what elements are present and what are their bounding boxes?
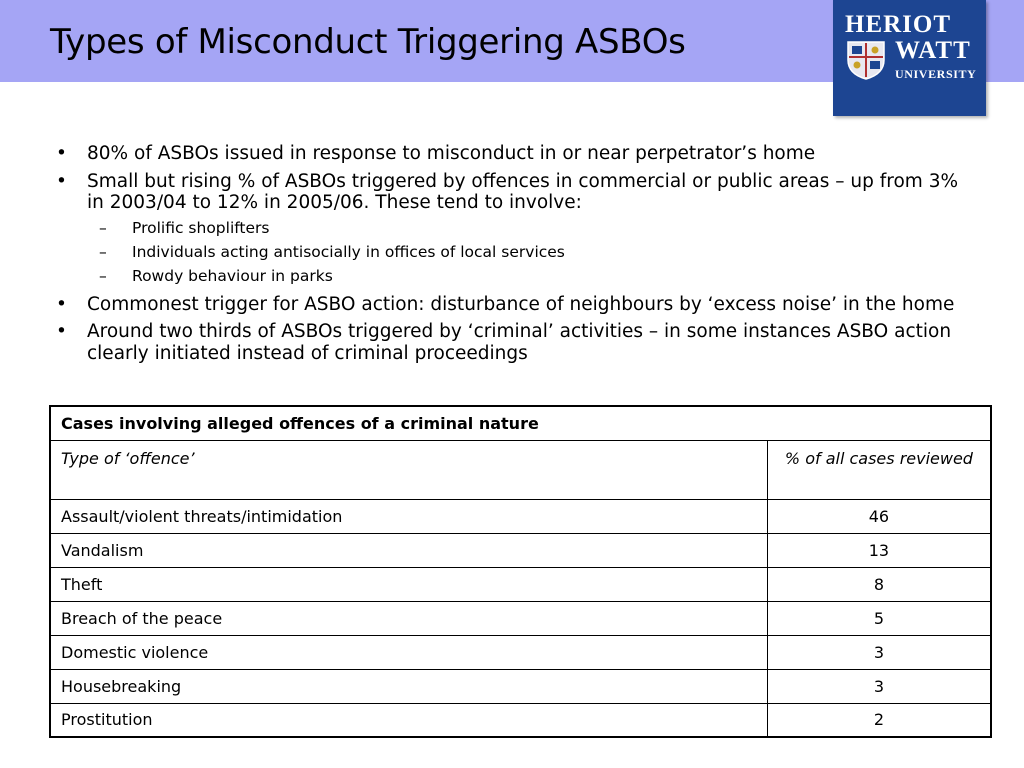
- sub-bullet-text: Prolific shoplifters: [132, 218, 270, 237]
- bullet-text: Around two thirds of ASBOs triggered by ‘criminal’ activities – in some instances ASBO action clearly initiated instead of criminal proceedings: [87, 321, 952, 364]
- sub-bullet-list: [87, 216, 980, 288]
- bullet-marker: •: [56, 143, 67, 164]
- table-row: [50, 601, 991, 635]
- dash-marker: –: [99, 218, 107, 237]
- table-header-row: [50, 440, 991, 499]
- offence-type-cell: Breach of the peace: [50, 601, 767, 635]
- table-row: [50, 669, 991, 703]
- table-row: [50, 703, 991, 737]
- percent-cell: 5: [767, 601, 991, 635]
- percent-cell: 3: [767, 635, 991, 669]
- percent-cell: 46: [767, 499, 991, 533]
- bullet-item: [50, 171, 980, 288]
- sub-bullet-item: [87, 264, 980, 288]
- bullet-item: [50, 294, 980, 316]
- offence-type-cell: Domestic violence: [50, 635, 767, 669]
- table-row: [50, 499, 991, 533]
- sub-bullet-item: [87, 216, 980, 240]
- bullet-item: [50, 321, 980, 364]
- bullet-list: [50, 143, 980, 370]
- table-row: [50, 533, 991, 567]
- bullet-marker: •: [56, 293, 67, 315]
- dash-marker: –: [99, 242, 107, 261]
- table-row: [50, 635, 991, 669]
- logo-line-1: HERIOT: [845, 11, 952, 38]
- bullet-text: Small but rising % of ASBOs triggered by offences in commercial or public areas – up from 3% in 2003/04 to 12% in 2005/06. These tend to involve:: [87, 170, 959, 213]
- bullet-marker: •: [56, 170, 67, 192]
- slide-title: Types of Misconduct Triggering ASBOs: [50, 22, 686, 62]
- column-header-percent: % of all cases reviewed: [767, 440, 991, 499]
- percent-cell: 13: [767, 533, 991, 567]
- sub-bullet-text: Rowdy behaviour in parks: [132, 266, 333, 285]
- sub-bullet-item: [87, 240, 980, 264]
- offence-type-cell: Theft: [50, 567, 767, 601]
- percent-cell: 8: [767, 567, 991, 601]
- offence-type-cell: Assault/violent threats/intimidation: [50, 499, 767, 533]
- column-header-type: Type of ‘offence’: [50, 440, 767, 499]
- offences-table: [49, 405, 992, 738]
- offence-type-cell: Prostitution: [50, 703, 767, 737]
- logo-line-2: WATT: [895, 37, 971, 64]
- bullet-item: [50, 143, 980, 165]
- table-row: [50, 567, 991, 601]
- sub-bullet-text: Individuals acting antisocially in offices of local services: [132, 242, 565, 261]
- heriot-watt-logo: [833, 0, 986, 116]
- crest-icon: [845, 40, 887, 80]
- table-caption-row: [50, 406, 991, 440]
- table-caption: Cases involving alleged offences of a criminal nature: [50, 406, 991, 440]
- bullet-text: Commonest trigger for ASBO action: disturbance of neighbours by ‘excess noise’ in the home: [87, 293, 955, 315]
- offence-type-cell: Housebreaking: [50, 669, 767, 703]
- logo-line-3: UNIVERSITY: [895, 67, 977, 81]
- percent-cell: 2: [767, 703, 991, 737]
- bullet-marker: •: [56, 321, 67, 342]
- bullet-text: 80% of ASBOs issued in response to misconduct in or near perpetrator’s home: [87, 143, 816, 164]
- percent-cell: 3: [767, 669, 991, 703]
- dash-marker: –: [99, 266, 107, 285]
- offence-type-cell: Vandalism: [50, 533, 767, 567]
